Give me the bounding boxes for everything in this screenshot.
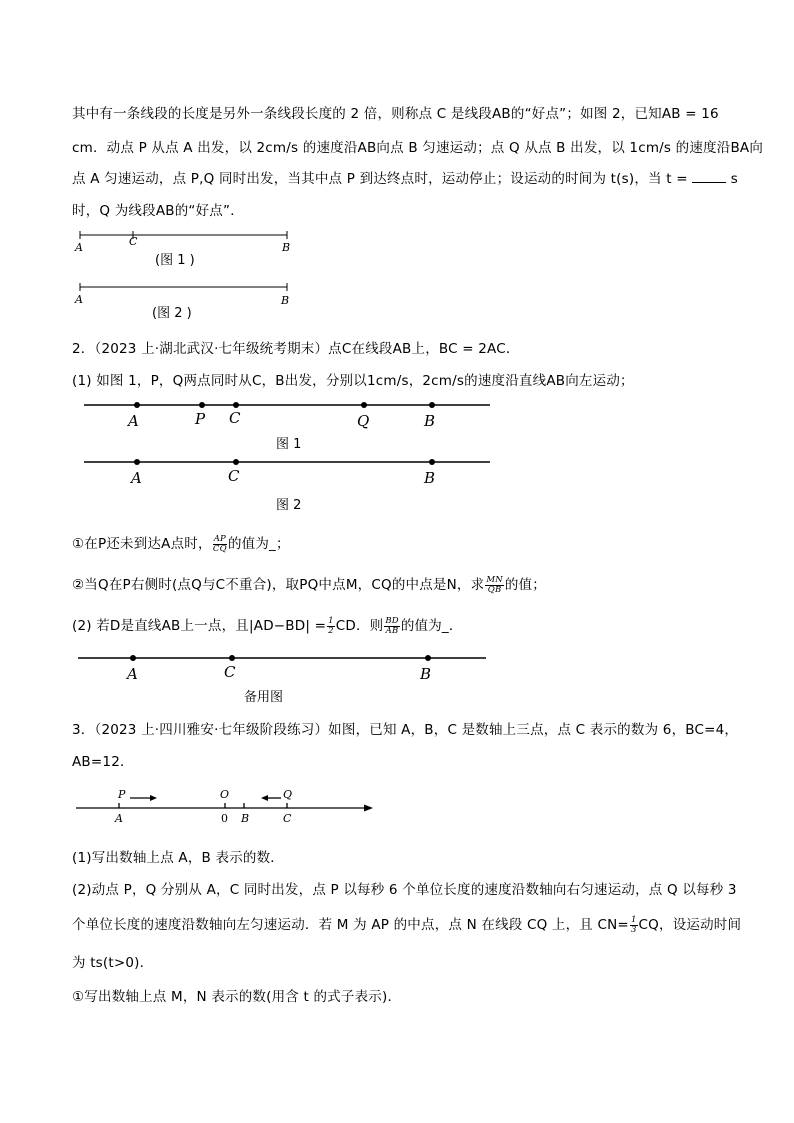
q2-figure-2 [84, 459, 490, 465]
q2-part2-numerator-2: BD [385, 615, 399, 626]
q3-part-2-line-1: (2)动点 P，Q 分别从 A，C 同时出发，点 P 以每秒 6 个单位长度的速度沿数轴向右匀速运动，点 Q 以每秒 3 [72, 882, 737, 898]
q2-sub1-tail: 的值为_； [227, 536, 290, 552]
q3-part2-fraction [630, 916, 638, 935]
q2-part2-tail: 的值为_． [400, 618, 463, 634]
q2-sub1-text: ①在P还未到达A点时， [72, 536, 212, 552]
q2-sub-1 [72, 532, 722, 554]
q3-label-p: P [118, 788, 126, 801]
q2-part2-denominator-2: AB [385, 625, 399, 636]
intro-line-2: cm．动点 P 从点 A 出发，以 2cm/s 的速度沿AB向点 B 匀速运动；点 Q 从点 B 出发，以 1cm/s 的速度沿BA向 [72, 140, 764, 156]
q3-label-q: Q [283, 788, 293, 801]
q2-fig1-label-p: P [195, 410, 206, 428]
intro-fig2-label-a: A [75, 293, 83, 306]
q2-part2-fraction-half [327, 617, 335, 636]
q2-fig1-label-c: C [229, 409, 241, 427]
q3-header-line-2: AB=12． [72, 754, 134, 770]
q2-part2-denominator: 2 [328, 625, 334, 636]
q3-label-c: C [283, 812, 292, 825]
q2-header: 2．（2023 上·湖北武汉·七年级统考期末）点C在线段AB上，BC = 2AC． [72, 341, 520, 357]
q3-part-2-line-2 [72, 913, 742, 935]
q2-part-2 [72, 614, 722, 636]
intro-line-3-text: 点 A 匀速运动，点 P,Q 同时出发，当其中点 P 到达终点时，运动停止；设运动的时间为 t(s)，当 t = [72, 171, 688, 187]
q2-sub-2 [72, 573, 722, 595]
q2-fig3-label-c: C [224, 663, 236, 681]
q2-fig2-label-c: C [228, 467, 240, 485]
q2-fig1-label-q: Q [357, 412, 370, 430]
q2-fig2-label-b: B [424, 469, 436, 487]
q3-label-a: A [115, 812, 123, 825]
q2-part2-fraction-ratio [384, 617, 399, 636]
q2-sub1-fraction [213, 535, 227, 554]
q3-part-1: (1)写出数轴上点 A，B 表示的数． [72, 850, 285, 866]
q2-part2-text: (2) 若D是直线AB上一点，且|AD−BD| = [72, 618, 327, 634]
q2-sub2-denominator: QB [487, 584, 502, 595]
intro-line-4: 时，Q 为线段AB的“好点”． [72, 203, 244, 219]
q3-label-zero: 0 [221, 812, 228, 825]
q2-fig2-label-a: A [131, 469, 142, 487]
q3-part2-denominator: 3 [630, 924, 637, 935]
intro-fig1-label-c: C [129, 235, 138, 248]
q2-sub2-text: ②当Q在P右侧时(点Q与C不重合)，取PQ中点M，CQ的中点是N，求 [72, 577, 485, 593]
q3-header-line-1: 3．（2023 上·四川雅安·七年级阶段练习）如图，已知 A，B，C 是数轴上三点，点 C 表示的数为 6，BC=4， [72, 722, 739, 738]
q3-part2-numerator: 1 [630, 914, 637, 925]
q2-fig1-label-b: B [424, 412, 436, 430]
q3-part2-tail: CQ，设运动时间 [638, 917, 742, 933]
q2-part2-numerator: 1 [328, 615, 334, 626]
intro-fig1-label-b: B [282, 241, 291, 254]
q2-fig2-caption: 图 2 [276, 498, 302, 513]
q2-fig1-caption: 图 1 [276, 437, 302, 452]
q2-sub2-fraction [485, 576, 504, 595]
intro-fig1-caption: (图 1 ) [155, 253, 195, 268]
intro-fig2-caption: (图 2 ) [152, 306, 192, 321]
q2-figure-spare [78, 655, 486, 661]
q3-part-2-sub-1: ①写出数轴上点 M，N 表示的数(用含 t 的式子表示)． [72, 989, 402, 1005]
q3-part-2-line-3: 为 ts(t>0)． [72, 955, 154, 971]
q2-sub1-numerator: AP [213, 533, 226, 544]
q2-part2-mid: CD．则 [335, 618, 384, 634]
q2-sub2-numerator: MN [486, 574, 503, 585]
q2-fig3-caption: 备用图 [244, 690, 284, 705]
intro-figure-2 [80, 283, 287, 291]
q2-sub1-denominator: CQ [212, 543, 227, 554]
q3-label-b: B [241, 812, 250, 825]
intro-fig2-label-b: B [281, 294, 290, 307]
intro-line-3-unit: s [730, 171, 738, 187]
q3-label-o: O [220, 788, 230, 801]
intro-fig1-label-a: A [75, 241, 83, 254]
q3-part2-text: 个单位长度的速度沿数轴向左匀速运动．若 M 为 AP 的中点，点 N 在线段 CQ 上，且 CN= [72, 917, 629, 933]
intro-line-1: 其中有一条线段的长度是另外一条线段长度的 2 倍，则称点 C 是线段AB的“好点”；如图 2，已知AB = 16 [72, 106, 719, 122]
q2-fig1-label-a: A [128, 412, 139, 430]
q2-fig3-label-a: A [127, 665, 138, 683]
q2-sub2-tail: 的值； [504, 577, 546, 593]
q2-figure-1 [84, 402, 490, 408]
q2-fig3-label-b: B [420, 665, 432, 683]
intro-figure-1 [80, 231, 287, 239]
q2-part-1: (1) 如图 1，P，Q两点同时从C，B出发，分别以1cm/s，2cm/s的速度沿直线AB向左运动； [72, 373, 634, 389]
